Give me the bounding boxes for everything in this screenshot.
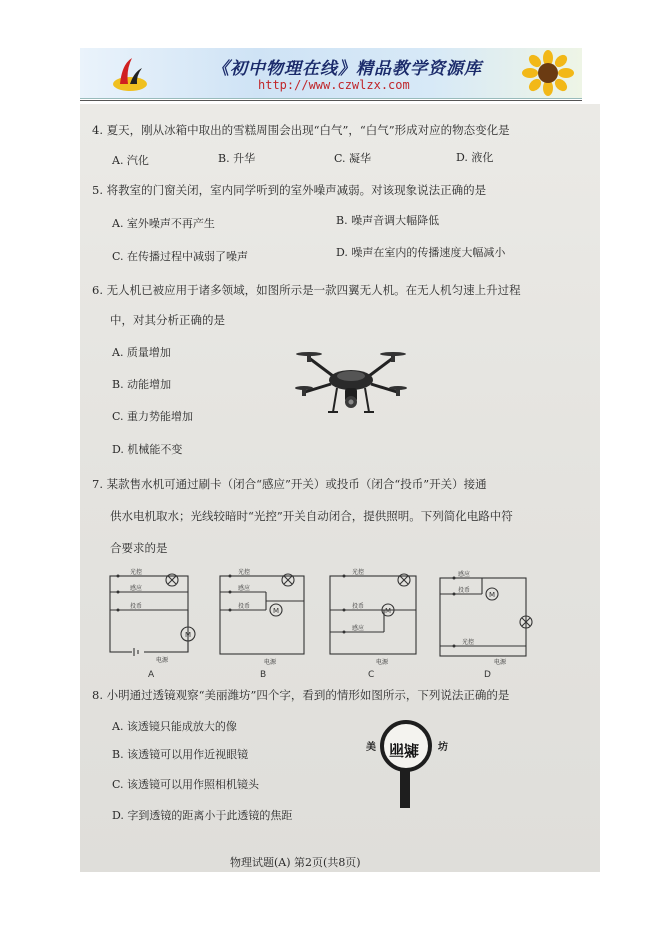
circuit-b-letter: B [260, 670, 267, 680]
q6-option-c: C. 重力势能增加 [112, 410, 194, 423]
circuit-a-letter: A [148, 670, 155, 680]
circuit-d-letter: D [484, 670, 491, 680]
q8-option-c: C. 该透镜可以用作照相机镜头 [112, 778, 260, 791]
q6-stem-line2: 中，对其分析正确的是 [110, 313, 225, 327]
q8-option-b: B. 该透镜可以用作近视眼镜 [112, 748, 249, 761]
q4-option-a: A. 汽化 [112, 154, 149, 167]
banner-title: 《初中物理在线》精品教学资源库 [212, 59, 482, 79]
magnifying-glass-image [362, 718, 462, 810]
circuit-c-letter: C [368, 670, 375, 680]
q6-option-a: A. 质量增加 [112, 346, 171, 359]
circuit-d-ganying-label: 感应 [458, 571, 471, 578]
circuit-a-ganying-label: 感应 [130, 585, 143, 592]
circuit-d-motor-symbol: M [489, 591, 496, 599]
lens-left-char: 美 [366, 742, 376, 753]
q8-option-d: D. 字到透镜的距离小于此透镜的焦距 [112, 809, 293, 822]
circuit-d-diagram [434, 566, 546, 682]
circuit-c-ganying-label: 感应 [352, 625, 365, 632]
circuit-c-toubi-label: 投币 [352, 603, 365, 610]
header-banner [80, 48, 582, 99]
circuit-c-power-label: 电源 [376, 659, 389, 666]
sunflower-icon [520, 50, 576, 96]
q4-option-b: B. 升华 [218, 152, 256, 165]
circuit-d-power-label: 电源 [494, 659, 507, 666]
circuit-c-guangkong-label: 光控 [352, 569, 365, 576]
circuit-b-ganying-label: 感应 [238, 585, 251, 592]
circuit-a-toubi-label: 投币 [130, 603, 143, 610]
q5-option-d: D. 噪声在室内的传播速度大幅减小 [336, 246, 506, 259]
q6-option-b: B. 动能增加 [112, 378, 172, 391]
circuit-a-diagram [104, 566, 214, 682]
circuit-c-motor-symbol: M [385, 607, 392, 615]
q7-stem-line2: 供水电机取水；光线较暗时“光控”开关自动闭合，提供照明。下列简化电路中符 [110, 509, 513, 523]
page-footer: 物理试题(A) 第2页(共8页) [230, 856, 361, 869]
lens-right-char: 坊 [438, 742, 448, 753]
circuit-d-guangkong-label: 光控 [462, 639, 475, 646]
circuit-b-power-label: 电源 [264, 659, 277, 666]
circuit-a-motor-symbol: M [185, 631, 192, 639]
q5-stem: 5. 将教室的门窗关闭，室内同学听到的室外噪声减弱。对该现象说法正确的是 [92, 183, 487, 197]
q8-stem: 8. 小明通过透镜观察“美丽潍坊”四个字，看到的情形如图所示，下列说法正确的是 [92, 688, 510, 702]
circuit-d-toubi-label: 投币 [458, 587, 471, 594]
lens-center-chars: 丽潍 [389, 741, 420, 759]
q5-option-a: A. 室外噪声不再产生 [112, 217, 215, 230]
exam-page [80, 104, 600, 872]
q7-stem-line1: 7. 某款售水机可通过刷卡（闭合“感应”开关）或投币（闭合“投币”开关）接通 [92, 477, 487, 491]
circuit-b-diagram [214, 566, 324, 682]
circuit-b-motor-symbol: M [273, 607, 280, 615]
q7-stem-line3: 合要求的是 [110, 541, 168, 555]
banner-divider [80, 100, 582, 101]
q4-option-c: C. 凝华 [334, 152, 372, 165]
q4-option-d: D. 液化 [456, 151, 494, 164]
quadcopter-drone-image [295, 342, 407, 420]
banner-url[interactable]: http://www.czwlzx.com [258, 78, 410, 92]
site-logo-icon [110, 54, 150, 94]
q5-option-b: B. 噪声音调大幅降低 [336, 214, 440, 227]
q6-stem-line1: 6. 无人机已被应用于诸多领域，如图所示是一款四翼无人机。在无人机匀速上升过程 [92, 283, 521, 297]
circuit-a-guangkong-label: 光控 [130, 569, 143, 576]
circuit-b-toubi-label: 投币 [238, 603, 251, 610]
circuit-b-guangkong-label: 光控 [238, 569, 251, 576]
q8-option-a: A. 该透镜只能成放大的像 [112, 720, 237, 733]
q6-option-d: D. 机械能不变 [112, 443, 183, 456]
circuit-c-diagram [324, 566, 434, 682]
circuit-a-power-label: 电源 [156, 657, 169, 664]
q5-option-c: C. 在传播过程中减弱了噪声 [112, 250, 249, 263]
q4-stem: 4. 夏天，刚从冰箱中取出的雪糕周围会出现“白气”，“白气”形成对应的物态变化是 [92, 123, 510, 137]
